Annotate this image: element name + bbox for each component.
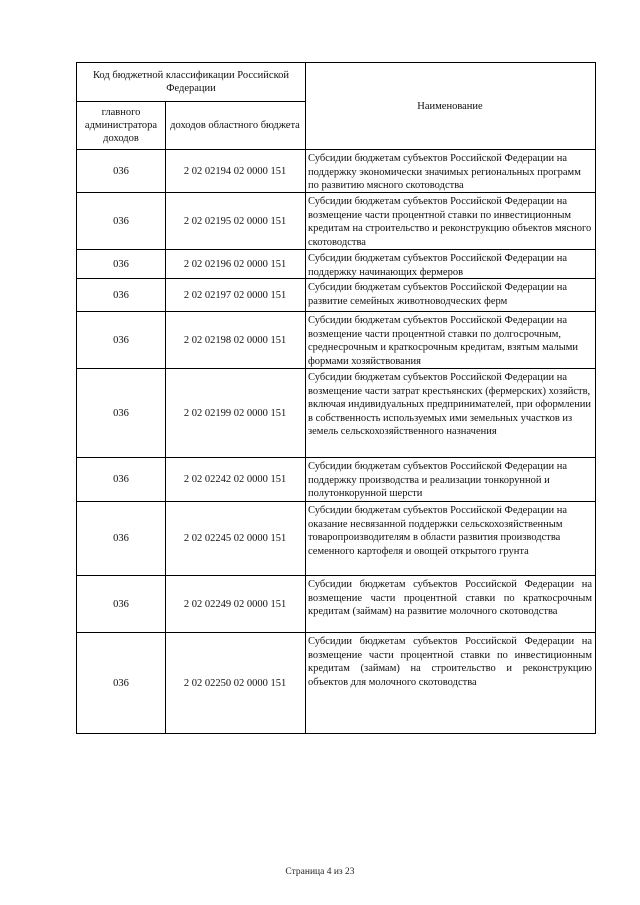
revenue-code-cell: 2 02 02194 02 0000 151: [183, 165, 287, 177]
table-row: [77, 369, 595, 457]
name-cell: Субсидии бюджетам субъектов Российской Федерации на оказание несвязанной поддержки сельскохозяйственным товаропроизводителям в области развития производства семенного картофеля и овощей открытого грунта: [308, 505, 568, 557]
revenue-code-cell: 2 02 02250 02 0000 151: [183, 678, 287, 689]
admin-code-cell: 036: [113, 533, 129, 544]
admin-code-cell: 036: [113, 334, 129, 346]
name-cell: Субсидии бюджетам субъектов Российской Федерации на поддержку экономически значимых региональных программ по развитию мясного скотоводства: [308, 153, 581, 191]
header-admin: главного администратора доходов: [84, 106, 158, 144]
header-revenue: доходов областного бюджета: [170, 119, 300, 131]
header-divider: [77, 101, 305, 102]
header-name: Наименование: [417, 100, 483, 112]
table-row: [77, 150, 595, 192]
revenue-code-cell: 2 02 02242 02 0000 151: [183, 474, 287, 485]
revenue-code-cell: 2 02 02198 02 0000 151: [183, 334, 287, 346]
budget-classification-table: [76, 62, 596, 734]
table-row: [77, 250, 595, 278]
table-row: [77, 576, 595, 632]
admin-code-cell: 036: [113, 678, 129, 689]
admin-code-cell: 036: [113, 258, 129, 270]
revenue-code-cell: 2 02 02249 02 0000 151: [183, 598, 287, 610]
header-code-group: Код бюджетной классификации Российской Федерации: [92, 70, 290, 94]
admin-code-cell: 036: [113, 474, 129, 485]
name-cell: Субсидии бюджетам субъектов Российской Федерации на возмещение части процентной ставки по инвестиционным кредитам на строительство и реконструкцию объектов мясного скотоводства: [308, 196, 592, 248]
name-cell: Субсидии бюджетам субъектов Российской Федерации на возмещение части затрат крестьянских (фермерских) хозяйств, включая индивидуальных предпринимателей, при оформлении в собственность используемых ими земельных участков из земель сельскохозяйственного назначения: [308, 372, 592, 437]
name-cell: Субсидии бюджетам субъектов Российской Федерации на возмещение части процентной ставки по инвестиционным кредитам (займам) на строительство и реконструкцию объектов для молочного скотоводства: [308, 636, 592, 688]
name-cell: Субсидии бюджетам субъектов Российской Федерации на возмещение части процентной ставки по долгосрочным, среднесрочным и краткосрочным кредитам, взятым малыми формами хозяйствования: [308, 315, 579, 367]
name-cell: Субсидии бюджетам субъектов Российской Федерации на поддержку начинающих фермеров: [308, 253, 568, 278]
revenue-code-cell: 2 02 02199 02 0000 151: [183, 407, 287, 419]
admin-code-cell: 036: [113, 289, 129, 301]
revenue-code-cell: 2 02 02245 02 0000 151: [183, 533, 287, 544]
table-row: [77, 502, 595, 575]
table-row: [77, 279, 595, 311]
revenue-code-cell: 2 02 02195 02 0000 151: [183, 215, 287, 227]
revenue-code-cell: 2 02 02197 02 0000 151: [183, 289, 287, 301]
table-row: [77, 312, 595, 368]
table-row: [77, 633, 595, 734]
admin-code-cell: 036: [113, 407, 129, 419]
admin-code-cell: 036: [113, 598, 129, 610]
name-cell: Субсидии бюджетам субъектов Российской Федерации на поддержку производства и реализации тонкорунной и полутонкорунной шерсти: [308, 461, 568, 499]
table-row: [77, 458, 595, 501]
name-cell: Субсидии бюджетам субъектов Российской Федерации на возмещение части процентной ставки по краткосрочным кредитам (займам) на развитие молочного скотоводства: [308, 579, 592, 617]
admin-code-cell: 036: [113, 165, 129, 177]
table-row: [77, 193, 595, 249]
admin-code-cell: 036: [113, 215, 129, 227]
name-cell: Субсидии бюджетам субъектов Российской Федерации на развитие семейных животноводческих ферм: [308, 282, 568, 307]
page-number: Страница 4 из 23: [285, 867, 355, 877]
revenue-code-cell: 2 02 02196 02 0000 151: [183, 258, 287, 270]
